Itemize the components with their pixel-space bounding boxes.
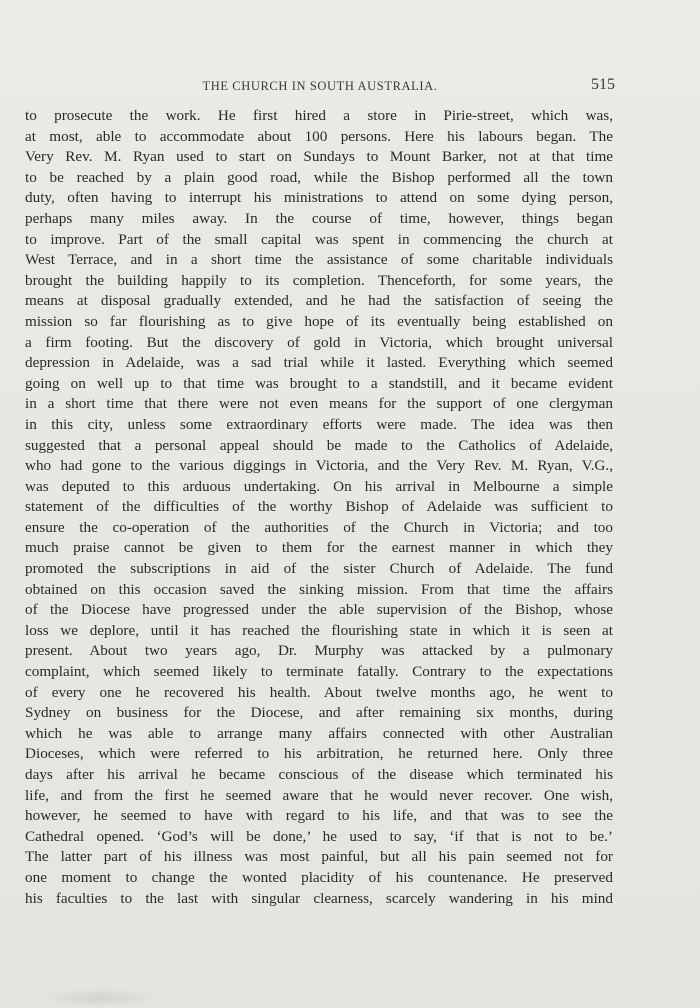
- text-line: suggested that a personal appeal should be made to the Catholics of Adelaide,: [25, 436, 613, 454]
- text-line: Very Rev. M. Ryan used to start on Sundays to Mount Barker, not at that time: [25, 148, 613, 166]
- text-line: who had gone to the various diggings in Victoria, and the Very Rev. M. Ryan, V.G.,: [25, 457, 613, 475]
- scan-shadow: [40, 988, 160, 1008]
- text-line: going on well up to that time was brought to a standstill, and it became evident: [25, 374, 613, 392]
- text-line: Sydney on business for the Diocese, and after remaining six months, during: [25, 704, 613, 722]
- running-title: THE CHURCH IN SOUTH AUSTRALIA.: [202, 79, 438, 93]
- text-line: to improve. Part of the small capital was spent in commencing the church at: [25, 230, 613, 248]
- text-line: present. About two years ago, Dr. Murphy was attacked by a pulmonary: [25, 642, 613, 660]
- text-line: West Terrace, and in a short time the assistance of some charitable individuals: [25, 251, 613, 269]
- text-line: promoted the subscriptions in aid of the sister Church of Adelaide. The fund: [25, 560, 613, 578]
- text-line: duty, often having to interrupt his ministrations to attend on some dying person,: [25, 189, 613, 207]
- body-text: [25, 106, 613, 909]
- running-header: [25, 76, 615, 96]
- page-number: 515: [591, 76, 615, 93]
- text-line: perhaps many miles away. In the course of time, however, things began: [25, 209, 613, 227]
- text-line: Dioceses, which were referred to his arbitration, he returned here. Only three: [25, 745, 613, 763]
- text-line: Cathedral opened. ‘God’s will be done,’ he used to say, ‘if that is not to be.’: [25, 827, 613, 845]
- text-line: depression in Adelaide, was a sad trial while it lasted. Everything which seemed: [25, 354, 613, 372]
- text-line: a firm footing. But the discovery of gold in Victoria, which brought universal: [25, 333, 613, 351]
- text-line: to be reached by a plain good road, while the Bishop performed all the town: [25, 168, 613, 186]
- text-line: statement of the difficulties of the worthy Bishop of Adelaide was sufficient to: [25, 498, 613, 516]
- text-line: to prosecute the work. He first hired a store in Pirie-street, which was,: [25, 107, 613, 124]
- text-line: ensure the co-operation of the authorities of the Church in Victoria; and too: [25, 518, 613, 536]
- text-line: much praise cannot be given to them for the earnest manner in which they: [25, 539, 613, 557]
- text-line: brought the building happily to its completion. Thenceforth, for some years, the: [25, 271, 613, 289]
- text-line: life, and from the first he seemed aware that he would never recover. One wish,: [25, 786, 613, 804]
- text-line: one moment to change the wonted placidity of his countenance. He preserved: [25, 868, 613, 886]
- text-line: means at disposal gradually extended, and he had the satisfaction of seeing the: [25, 292, 613, 310]
- text-line: his faculties to the last with singular clearness, scarcely wandering in his mind: [25, 889, 613, 907]
- text-line: in a short time that there were not even means for the support of one clergyman: [25, 395, 613, 413]
- text-line: was deputed to this arduous undertaking. On his arrival in Melbourne a simple: [25, 477, 613, 495]
- text-line: loss we deplore, until it has reached the flourishing state in which it is seen at: [25, 621, 613, 639]
- text-line: mission so far flourishing as to give hope of its eventually being established on: [25, 312, 613, 330]
- text-line: which he was able to arrange many affairs connected with other Australian: [25, 724, 613, 742]
- text-line: in this city, unless some extraordinary efforts were made. The idea was then: [25, 415, 613, 433]
- text-line: of the Diocese have progressed under the able supervision of the Bishop, whose: [25, 601, 613, 619]
- text-line: obtained on this occasion saved the sinking mission. From that time the affairs: [25, 580, 613, 598]
- text-line: days after his arrival he became conscious of the disease which terminated his: [25, 766, 613, 783]
- text-line: complaint, which seemed likely to terminate fatally. Contrary to the expectations: [25, 663, 613, 681]
- text-line: of every one he recovered his health. About twelve months ago, he went to: [25, 683, 613, 701]
- text-line: however, he seemed to have with regard to his life, and that was to see the: [25, 807, 613, 825]
- text-line: at most, able to accommodate about 100 persons. Here his labours began. The: [25, 127, 613, 145]
- text-line: The latter part of his illness was most painful, but all his pain seemed not for: [25, 848, 613, 866]
